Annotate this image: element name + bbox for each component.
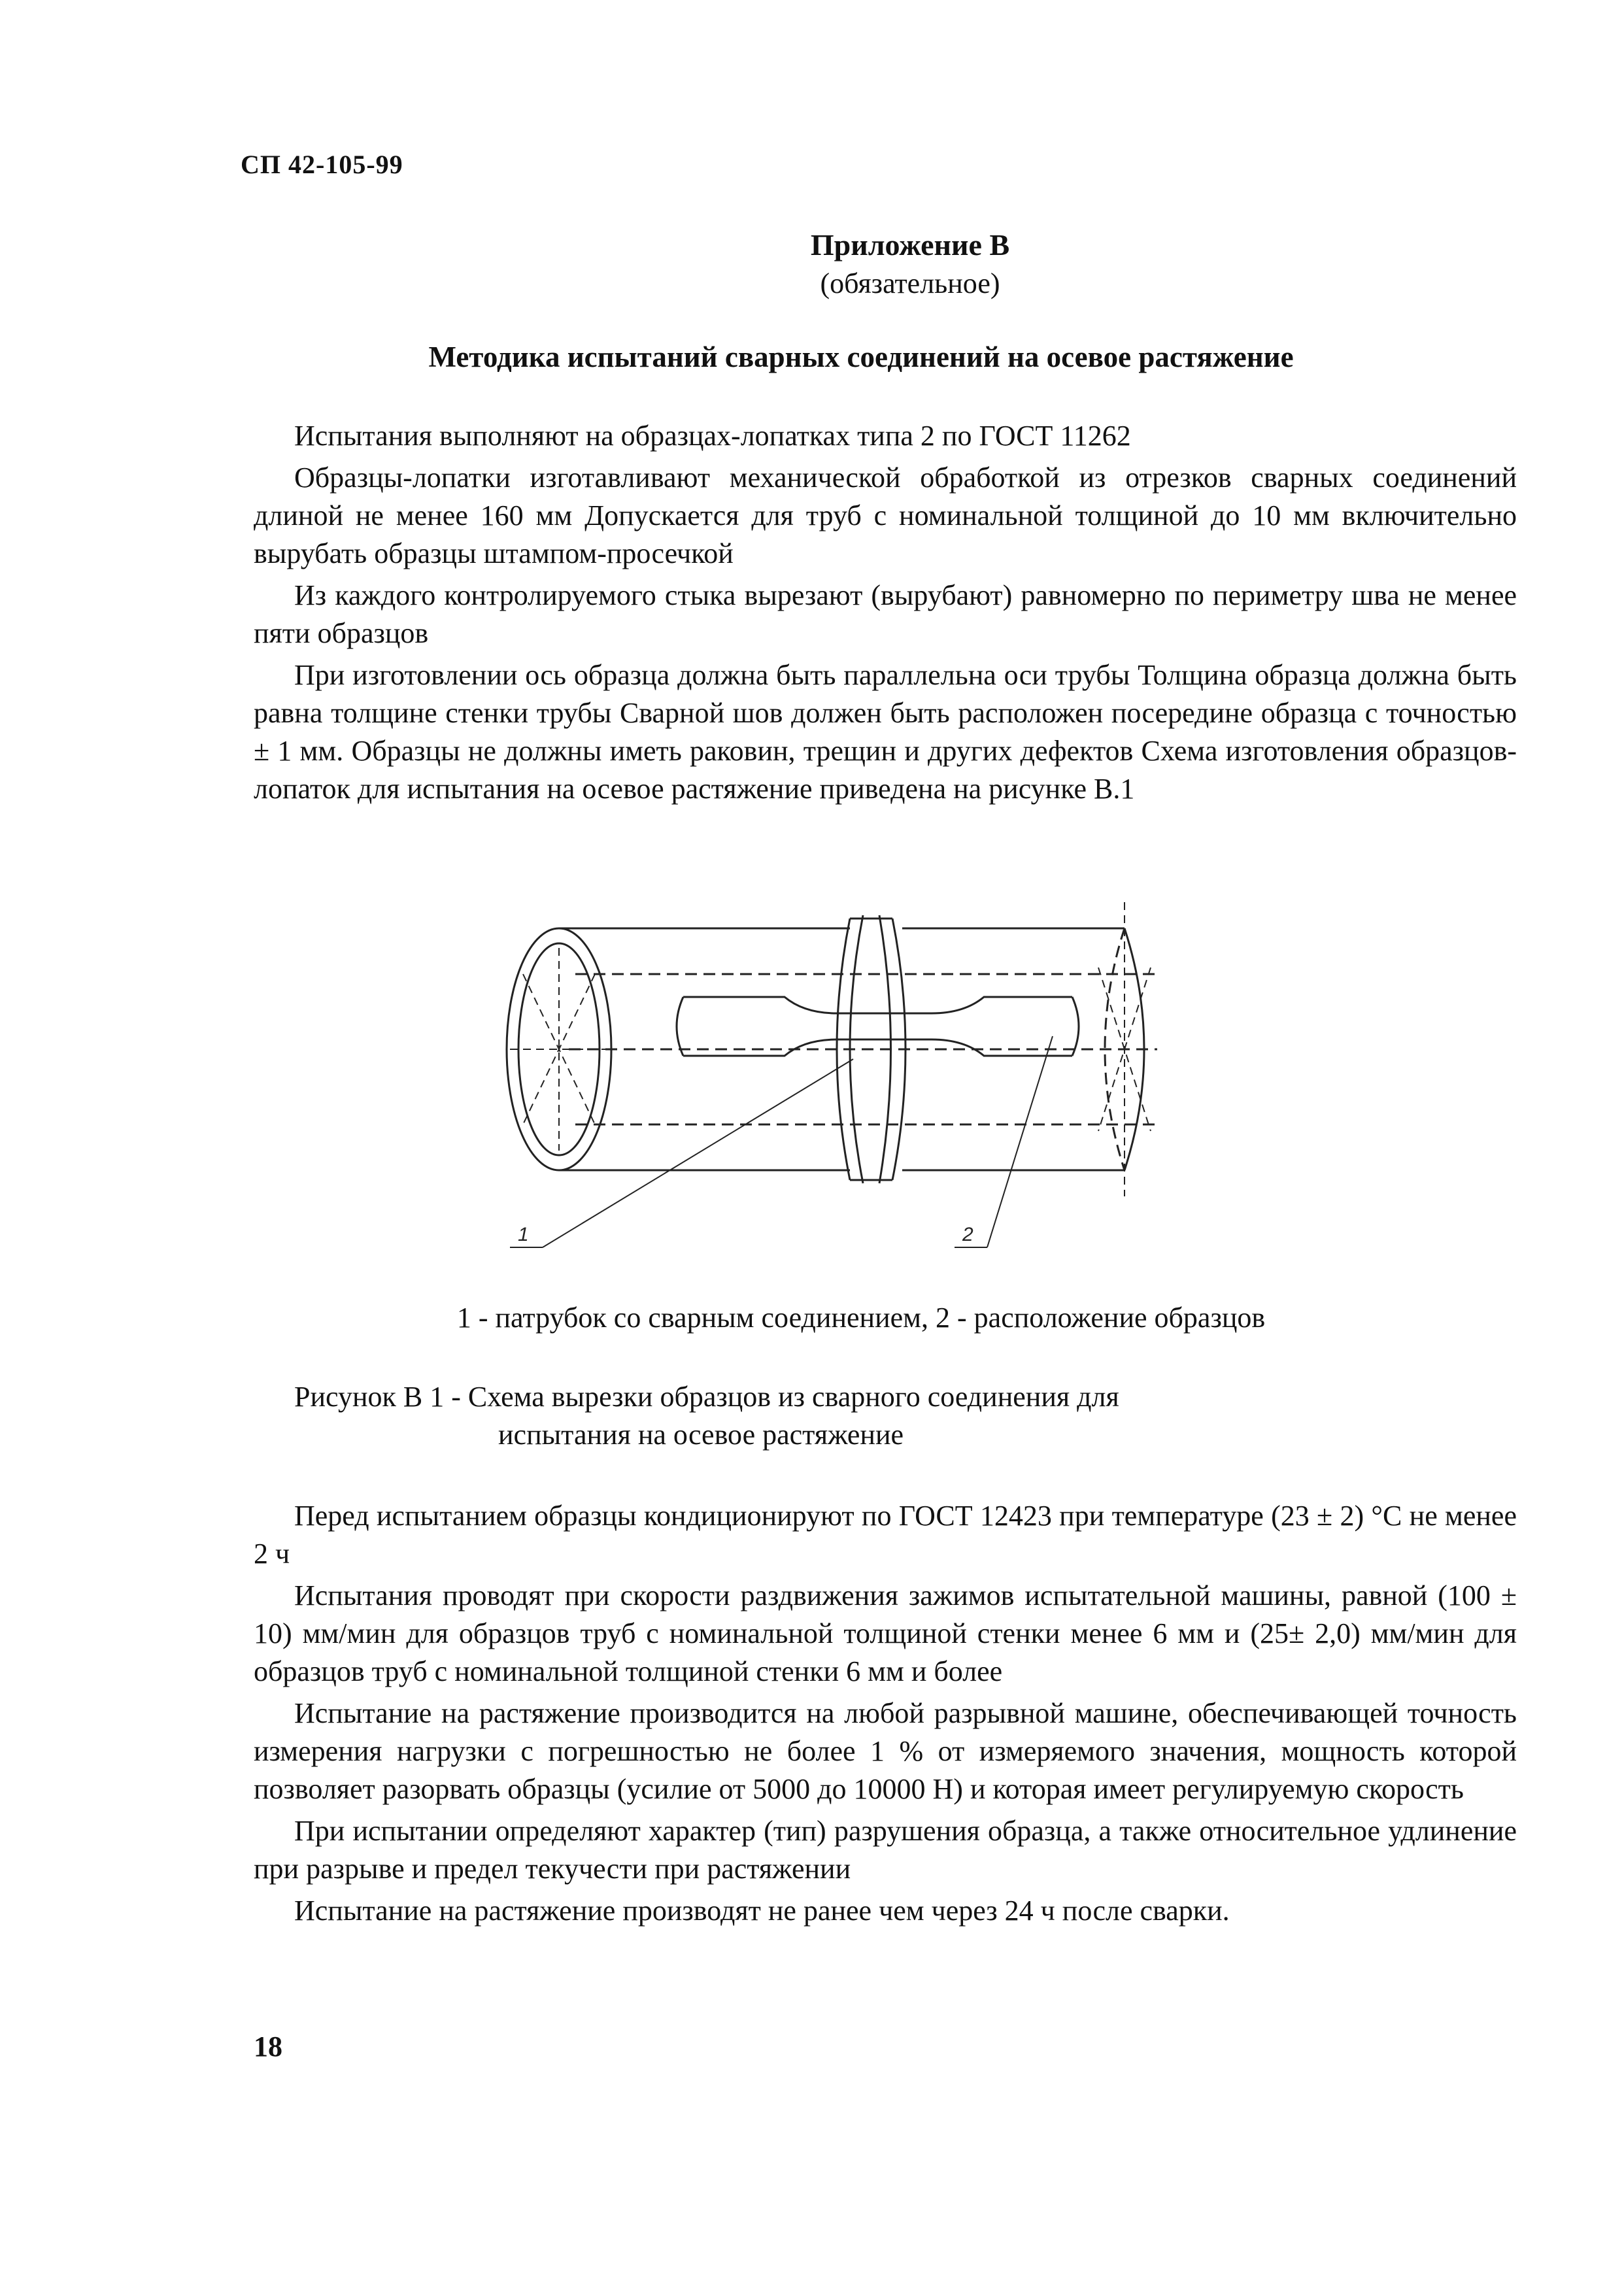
paragraph: Испытания выполняют на образцах-лопатках типа 2 по ГОСТ 11262 bbox=[294, 420, 1131, 452]
figure-legend: 1 - патрубок со сварным соединением, 2 - расположение образцов bbox=[456, 1302, 1266, 1334]
paragraph: Образцы-лопатки изготавливают механической обработкой из отрезков сварных соединений длиной не менее 160 мм Допускается для труб с номинальной толщиной до 10 мм включительно вырубать образцы штампом-просечкой bbox=[254, 462, 1517, 569]
document-code: СП 42-105-99 bbox=[241, 150, 403, 179]
figure-caption bbox=[294, 1378, 1119, 1454]
paragraph: Испытания проводят при скорости раздвижения зажимов испытательной машины, равной (100 ± 10) мм/мин для образцов труб с номинальной толщиной стенки менее 6 мм и (25± 2,0) мм/мин для образцов труб с номинальной толщиной стенки 6 мм и более bbox=[254, 1579, 1517, 1687]
appendix-status: (обязательное) bbox=[820, 267, 1000, 299]
figure-caption-line2: испытания на осевое растяжение bbox=[498, 1419, 904, 1451]
leader-line-1 bbox=[510, 1059, 853, 1247]
page-number: 18 bbox=[254, 2031, 282, 2063]
paragraph: Испытание на растяжение производят не ранее чем через 24 ч после сварки. bbox=[294, 1895, 1230, 1927]
appendix-title: Приложение В bbox=[810, 228, 1010, 261]
leader-line-2 bbox=[955, 1036, 1053, 1247]
paragraph: При изготовлении ось образца должна быть параллельна оси трубы Толщина образца должна быть равна толщине стенки трубы Сварной шов должен быть расположен посередине образца с точностью ± 1 мм. Образцы не должны иметь раковин, трещин и других дефектов Схема изготовления образцов-лопаток для испытания на осевое растяжение приведена на рисунке В.1 bbox=[254, 659, 1517, 805]
paragraph: Перед испытанием образцы кондиционируют по ГОСТ 12423 при температуре (23 ± 2) °С не менее 2 ч bbox=[254, 1500, 1517, 1570]
dumbbell-specimen-icon bbox=[677, 997, 1079, 1056]
paragraph: Из каждого контролируемого стыка вырезают (вырубают) равномерно по периметру шва не менее пяти образцов bbox=[254, 579, 1517, 649]
paragraph: Испытание на растяжение производится на любой разрывной машине, обеспечивающей точность измерения нагрузки с погрешностью не более 1 % от измеряемого значения, мощность которой позволяет разорвать образцы (усилие от 5000 до 10000 Н) и которая имеет регулируемую скорость bbox=[254, 1697, 1517, 1805]
figure-pipe-specimen-diagram bbox=[497, 889, 1177, 1281]
pipe-diagram-svg bbox=[497, 889, 1177, 1281]
section-heading: Методика испытаний сварных соединений на осевое растяжение bbox=[428, 341, 1294, 373]
body-text-after-figure bbox=[254, 1497, 1517, 1934]
figure-caption-line1: Рисунок В 1 - Схема вырезки образцов из сварного соединения для bbox=[294, 1381, 1119, 1413]
body-text-before-figure bbox=[254, 417, 1517, 812]
figure-label-1: 1 bbox=[518, 1224, 529, 1245]
figure-label-2: 2 bbox=[962, 1224, 973, 1245]
paragraph: При испытании определяют характер (тип) разрушения образца, а также относительное удлинение при разрыве и предел текучести при растяжении bbox=[254, 1815, 1517, 1885]
